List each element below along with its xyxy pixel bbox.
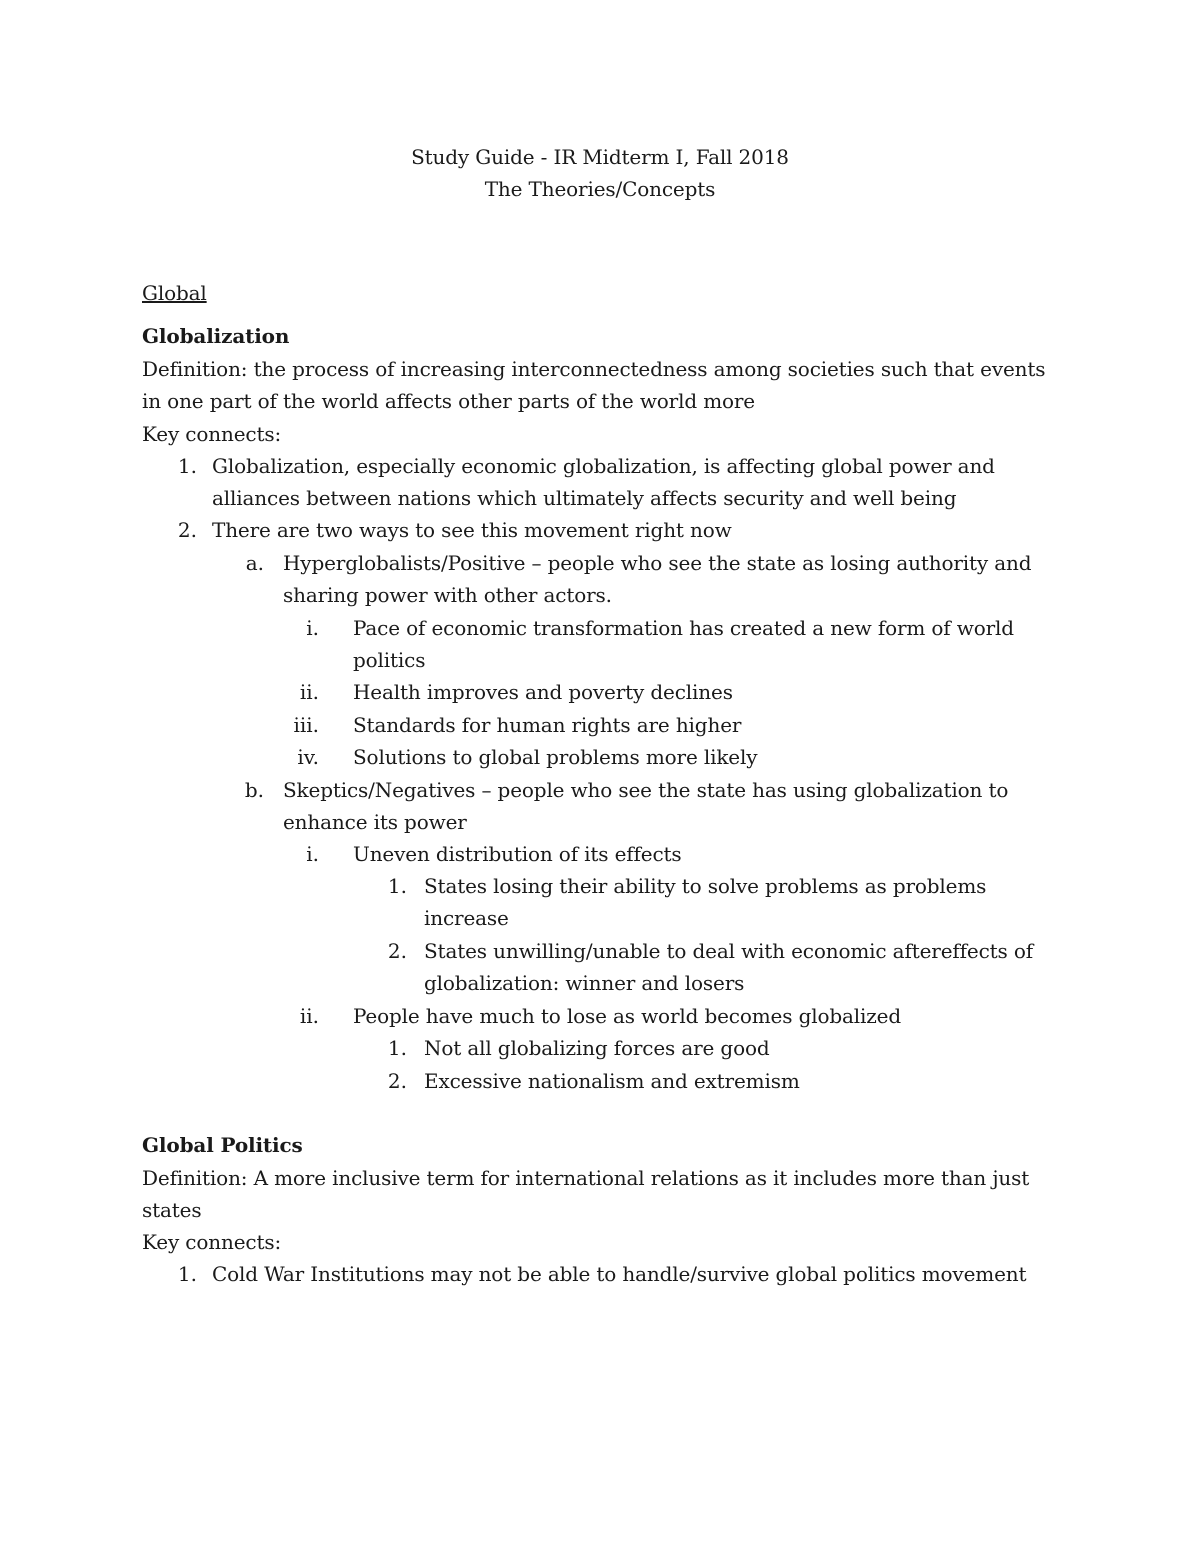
- list-item-text: Excessive nationalism and extremism: [424, 1069, 800, 1093]
- list-item-text: Cold War Institutions may not be able to handle/survive global politics movement: [212, 1262, 1027, 1286]
- list-item-text: Health improves and poverty declines: [353, 680, 733, 704]
- list-item-text: Globalization, especially economic globalization, is affecting global power and: [212, 454, 995, 478]
- list-marker: i.: [306, 842, 319, 866]
- key-connects-label: Key connects:: [142, 422, 282, 446]
- list-item-text: globalization: winner and losers: [424, 971, 745, 995]
- list-marker: 1.: [387, 1036, 407, 1060]
- key-connects-label: Key connects:: [142, 1230, 282, 1254]
- definition-line: states: [142, 1198, 202, 1222]
- list-marker: a.: [245, 551, 264, 575]
- list-item-text: People have much to lose as world becomes globalized: [353, 1004, 902, 1028]
- list-marker: 1.: [177, 1262, 197, 1286]
- list-item-text: sharing power with other actors.: [283, 583, 612, 607]
- list-item-text: Solutions to global problems more likely: [353, 745, 758, 769]
- list-marker: 2.: [387, 939, 407, 963]
- list-item-text: Standards for human rights are higher: [353, 713, 742, 737]
- list-marker: ii.: [299, 1004, 319, 1028]
- list-marker: 2.: [177, 518, 197, 542]
- document-title: Study Guide - IR Midterm I, Fall 2018: [411, 145, 789, 169]
- definition-line: Definition: the process of increasing interconnectedness among societies such that events: [142, 357, 1046, 381]
- list-item-text: Skeptics/Negatives – people who see the state has using globalization to: [283, 778, 1009, 802]
- list-item-text: alliances between nations which ultimately affects security and well being: [212, 486, 957, 510]
- list-item-text: Uneven distribution of its effects: [353, 842, 682, 866]
- list-marker: 1.: [177, 454, 197, 478]
- definition-line: in one part of the world affects other parts of the world more: [142, 389, 755, 413]
- list-item-text: increase: [424, 906, 509, 930]
- list-item-text: enhance its power: [283, 810, 467, 834]
- list-item-text: politics: [353, 648, 426, 672]
- list-item-text: States losing their ability to solve problems as problems: [424, 874, 987, 898]
- section-heading: Global: [142, 281, 207, 305]
- list-marker: b.: [244, 778, 264, 802]
- list-item-text: There are two ways to see this movement right now: [212, 518, 732, 542]
- list-item-text: Pace of economic transformation has created a new form of world: [353, 616, 1014, 640]
- term-heading-global-politics: Global Politics: [142, 1133, 303, 1157]
- list-item-text: Not all globalizing forces are good: [424, 1036, 770, 1060]
- list-marker: i.: [306, 616, 319, 640]
- list-marker: 1.: [387, 874, 407, 898]
- list-marker: ii.: [299, 680, 319, 704]
- list-marker: 2.: [387, 1069, 407, 1093]
- list-marker: iii.: [293, 713, 319, 737]
- term-heading-globalization: Globalization: [142, 324, 290, 348]
- list-marker: iv.: [297, 745, 319, 769]
- list-item-text: States unwilling/unable to deal with economic aftereffects of: [424, 939, 1033, 963]
- document-subtitle: The Theories/Concepts: [484, 177, 716, 201]
- list-item-text: Hyperglobalists/Positive – people who see the state as losing authority and: [283, 551, 1032, 575]
- definition-line: Definition: A more inclusive term for international relations as it includes more than just: [142, 1166, 1030, 1190]
